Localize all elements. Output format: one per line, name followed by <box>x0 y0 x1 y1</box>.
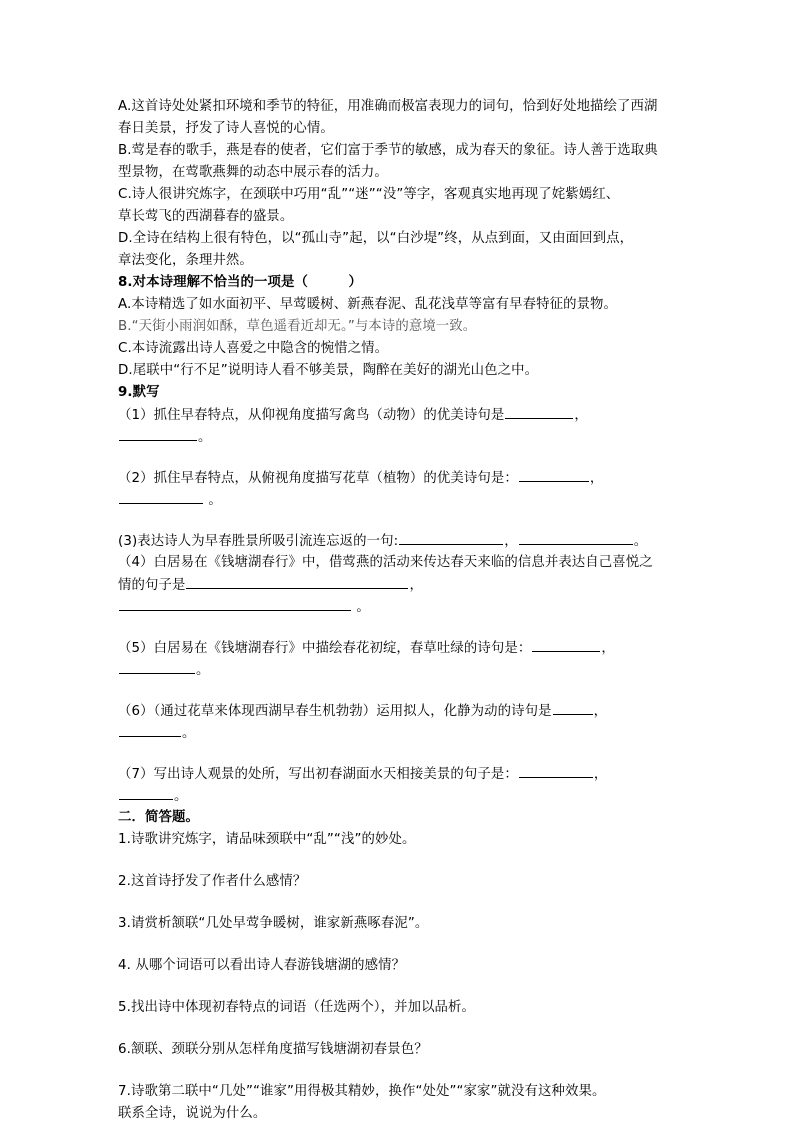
answer-blank[interactable] <box>119 722 181 737</box>
short-answer-2: 2.这首诗抒发了作者什么感情？ <box>118 874 307 889</box>
question-8-option-d: D.尾联中“行不足”说明诗人看不够美景，陶醉在美好的湖光山色之中。 <box>118 363 539 378</box>
spacer <box>118 935 684 955</box>
recite-item-5-cont <box>118 659 684 681</box>
short-answer-7-line-2: 联系全诗，说说为什么。 <box>118 1106 267 1121</box>
question-8-title: 8.对本诗理解不恰当的一项是（ ） <box>118 275 362 290</box>
recite-item-4: （4）白居易在《钱塘湖春行》中，借莺燕的活动来传达春天来临的信息并表达自己喜悦之 <box>118 555 653 570</box>
recite-item-3-prompt: (3)表达诗人为早春胜景所吸引流连忘返的一句: <box>118 534 399 549</box>
recite-item-7 <box>118 763 684 785</box>
spacer <box>118 893 684 913</box>
recite-item-7-prompt: （7）写出诗人观景的处所，写出初春湖面水天相接美景的句子是： <box>118 767 518 782</box>
period: 。 <box>182 726 196 741</box>
short-answer-5: 5.找出诗中体现初春特点的词语（任选两个），并加以品析。 <box>118 1000 476 1015</box>
recite-item-1-prompt: （1）抓住早春特点，从仰视角度描写禽鸟（动物）的优美诗句是 <box>118 408 505 423</box>
spacer <box>118 977 684 997</box>
recite-item-6 <box>118 700 684 722</box>
spacer <box>118 618 684 637</box>
short-answer-7-line-1: 7.诗歌第二联中“几处”“谁家”用得极其精妙，换作“处处”“家家”就没有这种效果。 <box>118 1084 606 1099</box>
recite-item-2-prompt: （2）抓住早春特点，从俯视角度描写花草（植物）的优美诗句是： <box>118 471 518 486</box>
period: 。 <box>174 789 188 804</box>
answer-blank[interactable] <box>119 596 351 611</box>
answer-blank[interactable] <box>519 467 589 482</box>
question-8-option-b: B.“天街小雨润如酥，草色遥看近却无。”与本诗的意境一致。 <box>118 319 477 334</box>
option-b-line-2: 型景物，在莺歌燕舞的动态中展示春的活力。 <box>118 165 388 180</box>
answer-blank[interactable] <box>519 530 633 545</box>
question-8-option-a: A.本诗精选了如水面初平、早莺暖树、新燕春泥、乱花浅草等富有早春特征的景物。 <box>118 297 618 312</box>
answer-blank[interactable] <box>532 637 600 652</box>
question-8-option-c: C.本诗流露出诗人喜爱之中隐含的惋惜之情。 <box>118 341 389 356</box>
option-c-line-1: C.诗人很讲究炼字，在颈联中巧用“乱”“迷”“没”等字，客观真实地再现了姹紫嫣红、 <box>118 187 620 202</box>
comma: ， <box>504 534 518 549</box>
period: 。 <box>204 493 222 508</box>
question-9-title: 9.默写 <box>118 385 160 400</box>
recite-item-6-cont <box>118 722 684 744</box>
recite-item-4-cont <box>118 574 684 596</box>
period: 。 <box>633 534 648 549</box>
short-answer-1: 1.诗歌讲究炼字，请品味颈联中“乱”“浅”的妙处。 <box>118 832 416 847</box>
answer-blank[interactable] <box>186 574 408 589</box>
answer-blank[interactable] <box>119 659 195 674</box>
answer-blank[interactable] <box>119 489 203 504</box>
period: 。 <box>352 600 370 615</box>
spacer <box>118 1019 684 1039</box>
recite-item-4-cont-2 <box>118 596 684 618</box>
option-d-line-1: D.全诗在结构上很有特色，以“孤山寺”起，以“白沙堤”终，从点到面，又由面回到点， <box>118 231 634 246</box>
option-a-line-2: 春日美景，抒发了诗人喜悦的心情。 <box>118 121 334 136</box>
recite-item-4-prompt-end: 情的句子是 <box>118 578 186 593</box>
recite-item-6-prompt: （6）（通过花草来体现西湖早春生机勃勃）运用拟人，化静为动的诗句是 <box>118 704 552 719</box>
short-answer-3: 3.请赏析颔联“几处早莺争暖树，谁家新燕啄春泥”。 <box>118 916 429 931</box>
spacer <box>118 448 684 467</box>
spacer <box>118 511 684 530</box>
recite-item-5-prompt: （5）白居易在《钱塘湖春行》中描绘春花初绽，春草吐绿的诗句是： <box>118 641 532 656</box>
answer-blank[interactable] <box>119 426 197 441</box>
option-a-line-1: A.这首诗处处紧扣环境和季节的特征，用准确而极富表现力的词句，恰到好处地描绘了西湖 <box>118 99 658 114</box>
short-answer-4: 4. 从哪个词语可以看出诗人春游钱塘湖的感情？ <box>118 958 406 973</box>
recite-item-2 <box>118 467 684 489</box>
option-d-line-2: 章法变化，条理井然。 <box>118 253 253 268</box>
answer-blank[interactable] <box>119 785 173 800</box>
comma: ， <box>593 767 608 782</box>
answer-blank[interactable] <box>505 404 573 419</box>
comma: ， <box>601 641 615 656</box>
spacer <box>118 744 684 763</box>
comma: ， <box>593 704 608 719</box>
spacer <box>118 681 684 700</box>
comma: ， <box>589 471 604 486</box>
recite-item-3 <box>118 530 684 552</box>
comma: ， <box>574 408 588 423</box>
option-c-line-2: 草长莺飞的西湖暮春的盛景。 <box>118 209 294 224</box>
recite-item-1 <box>118 404 684 426</box>
recite-item-1-cont <box>118 426 684 448</box>
answer-blank[interactable] <box>519 763 593 778</box>
spacer <box>118 1061 684 1081</box>
period: 。 <box>196 663 210 678</box>
option-b-line-1: B.莺是春的歌手，燕是春的使者，它们富于季节的敏感，成为春天的象征。诗人善于选取典 <box>118 143 658 158</box>
period: 。 <box>198 430 212 445</box>
recite-item-2-cont <box>118 489 684 511</box>
comma: ， <box>409 578 423 593</box>
worksheet-page <box>118 96 684 1125</box>
answer-blank[interactable] <box>553 700 593 715</box>
short-answer-6: 6.颔联、颈联分别从怎样角度描写钱塘湖初春景色？ <box>118 1042 428 1057</box>
recite-item-7-cont <box>118 785 684 807</box>
answer-blank[interactable] <box>399 530 503 545</box>
spacer <box>118 851 684 871</box>
section-2-title: 二．简答题。 <box>118 810 199 825</box>
recite-item-5 <box>118 637 684 659</box>
